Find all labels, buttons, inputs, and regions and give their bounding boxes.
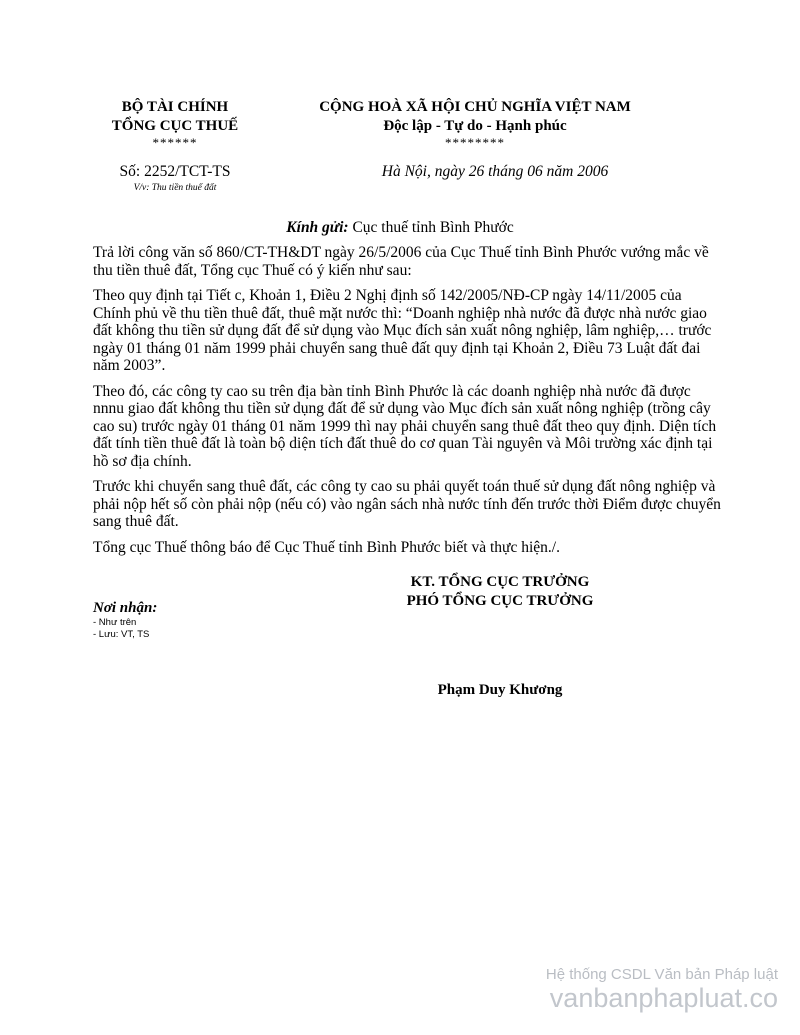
country-name: CỘNG HOÀ XÃ HỘI CHỦ NGHĨA VIỆT NAM [319,99,631,115]
addressee-line [0,218,800,238]
signature-title-1: KT. TỔNG CỤC TRƯỞNG [410,574,590,590]
document-number: Số: 2252/TCT-TS [119,163,231,180]
addressee-name: Cục thuế tỉnh Bình Phước [352,219,514,236]
document-body [93,244,723,564]
document-date: Hà Nội, ngày 26 tháng 06 năm 2006 [381,163,609,180]
watermark-site: vanbanphapluat.co [549,983,778,1013]
recipients-title: Nơi nhận: [93,600,158,616]
body-paragraph: Tổng cục Thuế thông báo để Cục Thuế tỉnh Bình Phước biết và thực hiện./. [93,538,560,556]
issuer-block [90,98,260,194]
recipients-block [93,599,293,641]
signature-block [350,573,650,611]
issuer-stars: ****** [152,135,198,150]
addressee-label: Kính gửi: [286,219,349,236]
motto-stars: ******** [445,135,505,150]
body-paragraph: Theo đó, các công ty cao su trên địa bàn tỉnh Bình Phước là các doanh nghiệp nhà nước đã được nnnu giao đất không thu tiền sử dụng đất để sử dụng vào Mục đích sản xuất nông nghiệp (trồng cây cao su) trước ngày 01 tháng 01 năm 1999 thì nay phải chuyển sang thuê đất theo quy định. Diện tích đất tính tiền thuê đất là toàn bộ diện tích đất thuê do cơ quan Tài nguyên và Môi trường xác định tại hồ sơ địa chính. [93,382,717,470]
body-paragraph: Trả lời công văn số 860/CT-TH&DT ngày 26/5/2006 của Cục Thuế tỉnh Bình Phước vướng mắc về thu tiền thuê đất, Tổng cục Thuế có ý kiến như sau: [93,244,709,279]
department-name: TỔNG CỤC THUẾ [111,118,239,134]
recipient-item: - Lưu: VT, TS [93,629,150,640]
national-motto: Độc lập - Tự do - Hạnh phúc [383,118,567,134]
watermark-caption: Hệ thống CSDL Văn bản Pháp luật [545,966,778,983]
document-subject: V/v: Thu tiền thuế đất [133,183,217,193]
national-header [300,98,650,182]
ministry-name: BỘ TÀI CHÍNH [121,99,229,115]
body-paragraph: Trước khi chuyển sang thuê đất, các công ty cao su phải quyết toán thuế sử dụng đất nông nghiệp và phải nộp hết số còn phải nộp (nếu có) vào ngân sách nhà nước tính đến trước thời Điểm được chuyển sang thuê đất. [93,478,721,530]
signature-title-2: PHÓ TỔNG CỤC TRƯỞNG [406,593,594,609]
signer-name: Phạm Duy Khương [437,682,563,698]
recipient-item: - Như trên [93,617,137,628]
body-paragraph: Theo quy định tại Tiết c, Khoản 1, Điều 2 Nghị định số 142/2005/NĐ-CP ngày 14/11/2005 của Chính phủ về thu tiền thuê đất, thuê mặt nước thì: “Doanh nghiệp nhà nước đã được nhà nước giao đất không thu tiền sử dụng đất để sử dụng vào Mục đích sản xuất nông nghiệp, lâm nghiệp,… trước ngày 01 tháng 01 năm 1999 phải chuyển sang thuê đất quy định tại Khoản 2, Điều 73 Luật đất đai năm 2003”. [93,287,712,374]
